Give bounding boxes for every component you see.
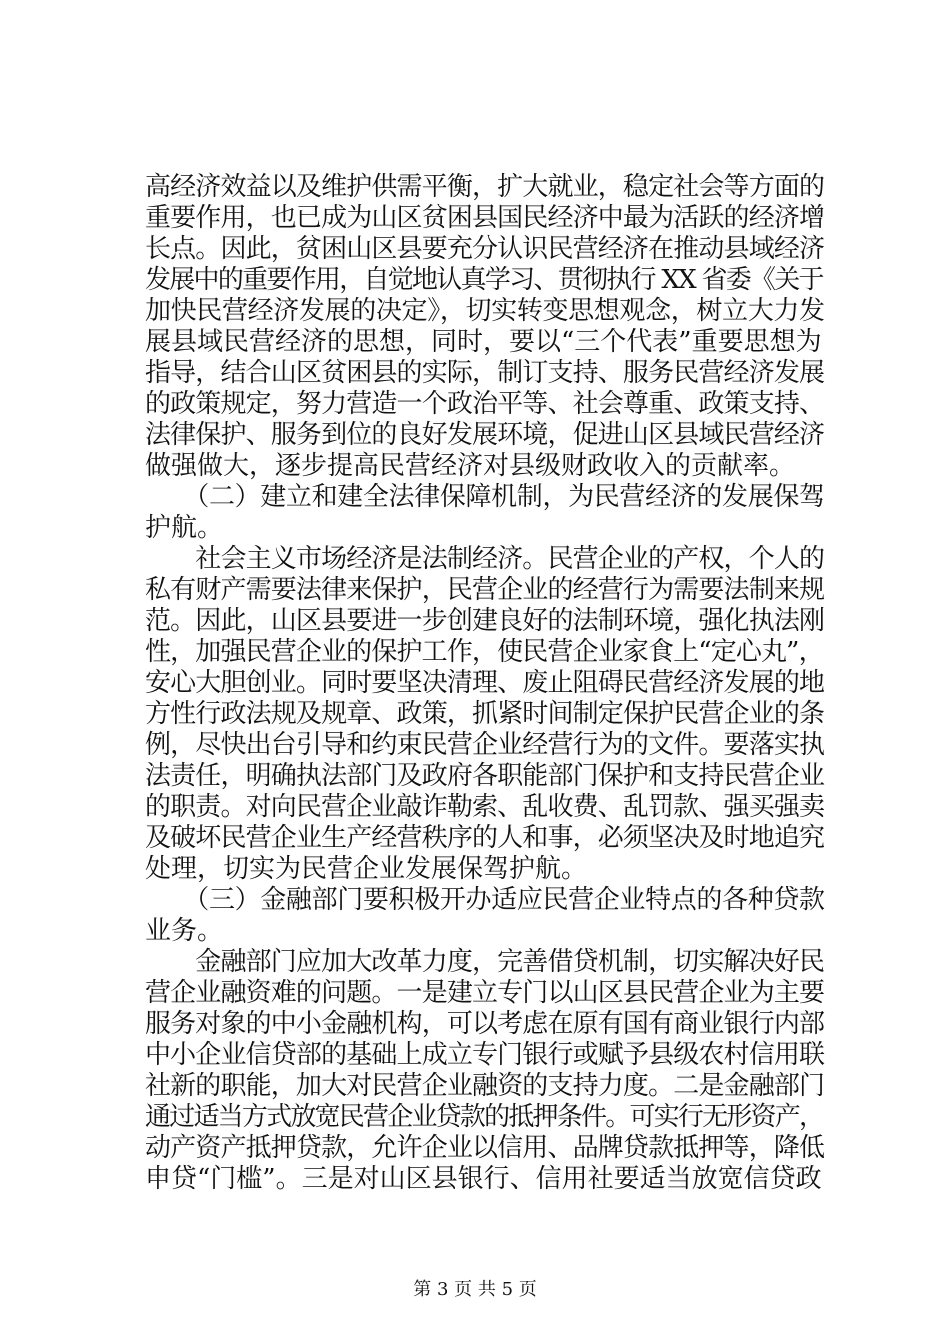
text-line: 处理，切实为民营企业发展保驾护航。 [145, 854, 588, 884]
text-line: 高经济效益以及维护供需平衡，扩大就业，稳定社会等方面的 [145, 172, 825, 202]
text-line: 重要作用，也已成为山区贫困县国民经济中最为活跃的经济增 [145, 203, 825, 233]
text-line: 的职责。对向民营企业敲诈勒索、乱收费、乱罚款、强买强卖 [145, 792, 825, 822]
text-line: 通过适当方式放宽民营企业贷款的抵押条件。可实行无形资产， [145, 1102, 824, 1132]
text-line: 金融部门应加大改革力度，完善借贷机制，切实解决好民 [145, 947, 825, 977]
text-line: 法律保护、服务到位的良好发展环境，促进山区县域民营经济 [145, 420, 825, 450]
text-line: 动产资产抵押贷款，允许企业以信用、品牌贷款抵押等，降低 [145, 1133, 825, 1163]
text-line: 社会主义市场经济是法制经济。民营企业的产权，个人的 [145, 544, 825, 574]
text-line: 例，尽快出台引导和约束民营企业经营行为的文件。要落实执 [145, 730, 825, 760]
text-line: 护航。 [145, 513, 224, 543]
text-line: 申贷“门槛”。三是对山区县银行、信用社要适当放宽信贷政 [145, 1164, 822, 1194]
text-line: 做强做大，逐步提高民营经济对县级财政收入的贡献率。 [145, 451, 796, 481]
text-line: 范。因此，山区县要进一步创建良好的法制环境，强化执法刚 [145, 606, 825, 636]
text-line: 发展中的重要作用，自觉地认真学习、贯彻执行 XX 省委《关于 [145, 265, 823, 295]
text-line: 社新的职能，加大对民营企业融资的支持力度。二是金融部门 [145, 1071, 825, 1101]
text-line: 展县域民营经济的思想，同时，要以“三个代表”重要思想为 [145, 327, 822, 357]
text-line: 安心大胆创业。同时要坚决清理、废止阻碍民营经济发展的地 [145, 668, 825, 698]
text-line: 营企业融资难的问题。一是建立专门以山区县民营企业为主要 [145, 978, 825, 1008]
text-line: 及破坏民营企业生产经营秩序的人和事，必须坚决及时地追究 [145, 823, 825, 853]
body-text [145, 172, 825, 1195]
text-line: （二）建立和建全法律保障机制，为民营经济的发展保驾 [145, 482, 825, 512]
text-line: 性，加强民营企业的保护工作，使民营企业家食上“定心丸”， [145, 637, 824, 667]
text-line: 中小企业信贷部的基础上成立专门银行或赋予县级农村信用联 [145, 1040, 825, 1070]
text-line: （三）金融部门要积极开办适应民营企业特点的各种贷款 [145, 885, 825, 915]
text-line: 指导，结合山区贫困县的实际，制订支持、服务民营经济发展 [145, 358, 825, 388]
text-line: 业务。 [145, 916, 224, 946]
text-line: 法责任，明确执法部门及政府各职能部门保护和支持民营企业 [145, 761, 825, 791]
text-line: 加快民营经济发展的决定》，切实转变思想观念，树立大力发 [145, 296, 825, 326]
text-line: 服务对象的中小金融机构，可以考虑在原有国有商业银行内部 [145, 1009, 825, 1039]
text-line: 方性行政法规及规章、政策，抓紧时间制定保护民营企业的条 [145, 699, 825, 729]
text-line: 长点。因此，贫困山区县要充分认识民营经济在推动县域经济 [145, 234, 825, 264]
text-line: 的政策规定，努力营造一个政治平等、社会尊重、政策支持、 [145, 389, 825, 419]
text-line: 私有财产需要法律来保护，民营企业的经营行为需要法制来规 [145, 575, 825, 605]
page-footer: 第 3 页 共 5 页 [413, 1279, 537, 1300]
